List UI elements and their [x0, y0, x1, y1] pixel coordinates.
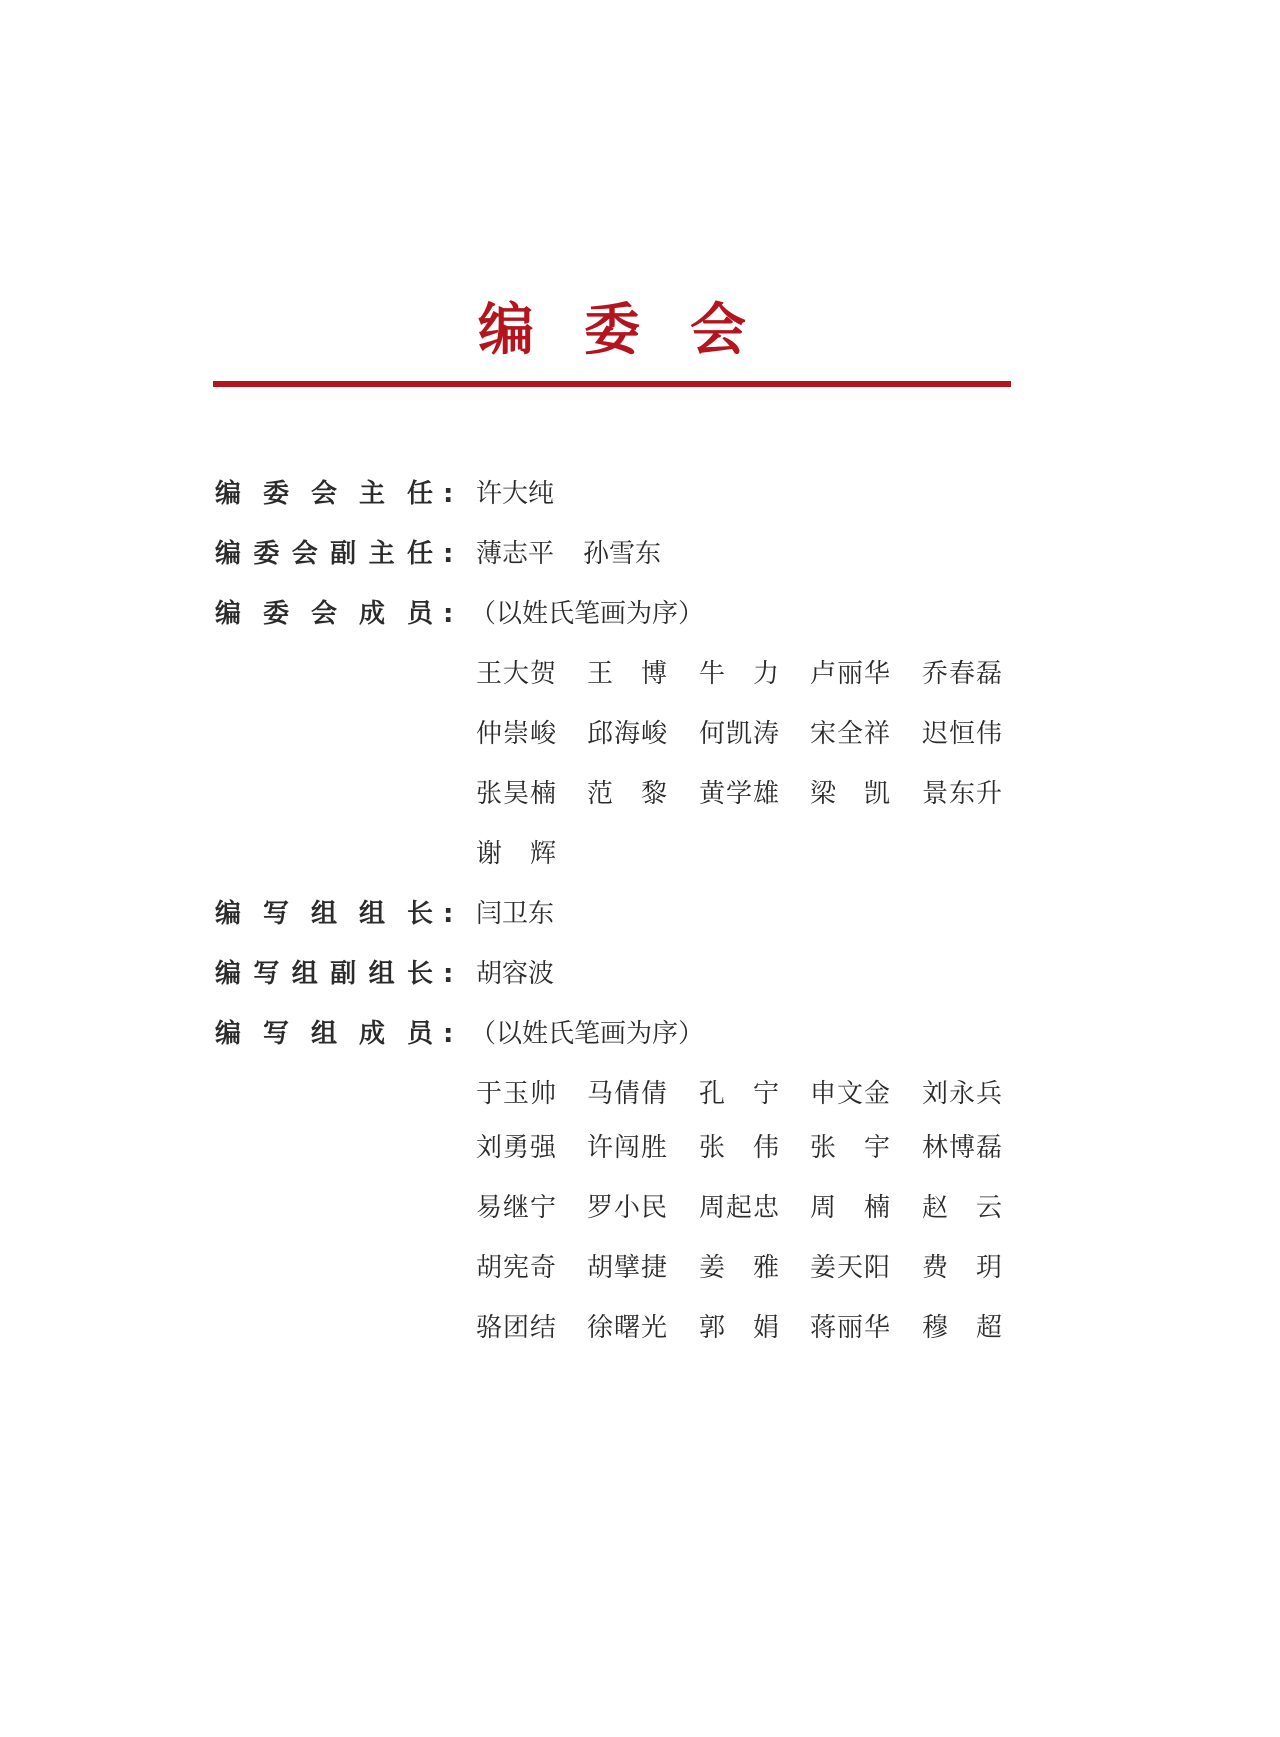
person-name-char: 祥: [863, 719, 890, 749]
person-name-char: 宇: [863, 1133, 890, 1163]
role-colon: :: [443, 599, 454, 629]
person-name: [587, 1131, 667, 1165]
person-name-char: 天: [836, 1253, 863, 1283]
person-name-char: 兵: [975, 1079, 1002, 1109]
role-label: [215, 1017, 433, 1051]
person-name-char: 昊: [502, 779, 529, 809]
person-name-char: 蒋: [810, 1313, 837, 1343]
person-name-char: 团: [502, 1313, 529, 1343]
person-name: [476, 837, 556, 871]
person-name: [810, 1251, 890, 1285]
person-name: [699, 657, 779, 691]
person-name-char: 张: [476, 779, 503, 809]
name-grid-row: [476, 1077, 1006, 1111]
person-name: [587, 657, 667, 691]
person-name-char: 捷: [640, 1253, 667, 1283]
person-name-char: 结: [529, 1313, 556, 1343]
role-label-char: 编: [215, 599, 242, 629]
person-name: [810, 1191, 890, 1225]
person-name-char: 刘: [922, 1079, 949, 1109]
person-name: [922, 717, 1002, 751]
entry-row: [0, 957, 1280, 991]
person-name-char: 海: [613, 719, 640, 749]
person-name-char: 力: [752, 659, 779, 689]
person-name-char: 孔: [699, 1079, 726, 1109]
name-grid-row: [476, 777, 1006, 811]
person-name-char: 全: [836, 719, 863, 749]
person-name: [810, 777, 890, 811]
person-name: [922, 657, 1002, 691]
person-name-char: 凯: [725, 719, 752, 749]
person-name-char: 强: [529, 1133, 556, 1163]
name-grid-row: [476, 837, 1006, 871]
person-name: 薄志平: [476, 539, 555, 569]
person-name-char: 磊: [975, 659, 1002, 689]
person-name-char: 牛: [699, 659, 726, 689]
person-name-char: 费: [922, 1253, 949, 1283]
role-label-char: 写: [262, 899, 289, 929]
role-label: [215, 537, 433, 571]
person-name-char: 倩: [613, 1079, 640, 1109]
role-label-char: 任: [406, 539, 433, 569]
person-name-char: 凯: [863, 779, 890, 809]
person-name: [476, 657, 556, 691]
person-name-char: 骆: [476, 1313, 503, 1343]
role-label-char: 编: [215, 479, 242, 509]
role-label-char: 主: [368, 539, 395, 569]
person-name-char: 何: [699, 719, 726, 749]
person-name: [699, 1311, 779, 1345]
name-grid-row: [476, 1131, 1006, 1165]
person-name-char: 林: [922, 1133, 949, 1163]
person-name-char: 王: [587, 659, 614, 689]
role-label-char: 编: [215, 959, 242, 989]
person-name: [810, 657, 890, 691]
person-name-char: 起: [725, 1193, 752, 1223]
entry-row: [0, 1077, 1280, 1111]
person-name: [810, 1311, 890, 1345]
person-name: [587, 1251, 667, 1285]
role-label-char: 组: [368, 959, 395, 989]
person-name: [922, 1131, 1002, 1165]
person-name-char: 黎: [640, 779, 667, 809]
role-label-char: 任: [406, 479, 433, 509]
role-label-char: 委: [253, 539, 280, 569]
person-name-char: 徐: [587, 1313, 614, 1343]
person-name-char: 宁: [752, 1079, 779, 1109]
person-name: 许大纯: [476, 479, 555, 509]
person-name-char: 楠: [863, 1193, 890, 1223]
person-name-char: 恒: [948, 719, 975, 749]
person-name: [922, 1191, 1002, 1225]
role-label: [215, 957, 433, 991]
role-value: [476, 957, 554, 991]
person-name-char: 仲: [476, 719, 503, 749]
role-label-char: 委: [262, 599, 289, 629]
role-label-char: 会: [310, 479, 337, 509]
person-name-char: 帅: [529, 1079, 556, 1109]
person-name-char: 磊: [975, 1133, 1002, 1163]
person-name-char: 穆: [922, 1313, 949, 1343]
person-name-char: 迟: [922, 719, 949, 749]
person-name: [699, 1191, 779, 1225]
person-name: [922, 1311, 1002, 1345]
name-grid-row: [476, 717, 1006, 751]
person-name: [587, 717, 667, 751]
role-label-char: 长: [406, 959, 433, 989]
person-name-char: 宋: [810, 719, 837, 749]
person-name: [699, 1131, 779, 1165]
role-label-char: 会: [310, 599, 337, 629]
person-name-char: 超: [975, 1313, 1002, 1343]
role-colon: :: [443, 959, 454, 989]
entry-row: [0, 1191, 1280, 1225]
ordering-note: （以姓氏笔画为序）: [470, 1019, 705, 1049]
role-label-char: 成: [358, 599, 385, 629]
person-name-char: 继: [502, 1193, 529, 1223]
role-colon: :: [443, 539, 454, 569]
person-name-char: 勇: [502, 1133, 529, 1163]
person-name: 胡容波: [476, 959, 555, 989]
person-name-char: 云: [975, 1193, 1002, 1223]
person-name-char: 易: [476, 1193, 503, 1223]
role-label-char: 组: [310, 1019, 337, 1049]
person-name-char: 范: [587, 779, 614, 809]
person-name: [476, 1131, 556, 1165]
person-name-char: 小: [613, 1193, 640, 1223]
person-name-char: 贺: [529, 659, 556, 689]
person-name-char: 刘: [476, 1133, 503, 1163]
person-name-char: 梁: [810, 779, 837, 809]
person-name: [587, 1077, 667, 1111]
person-name-char: 丽: [836, 1313, 863, 1343]
person-name-char: 春: [948, 659, 975, 689]
person-name-char: 姜: [699, 1253, 726, 1283]
entry-row: [0, 717, 1280, 751]
person-name: [476, 1077, 556, 1111]
person-name: 闫卫东: [476, 899, 555, 929]
role-label-char: 编: [215, 1019, 242, 1049]
page-title: 编委会: [478, 298, 796, 363]
name-grid-row: [476, 1251, 1006, 1285]
person-name: [476, 777, 556, 811]
entry-row: [0, 537, 1280, 571]
person-name-char: 擘: [613, 1253, 640, 1283]
entry-row: [0, 777, 1280, 811]
person-name-char: 宁: [529, 1193, 556, 1223]
role-label-char: 副: [330, 539, 357, 569]
entry-row: [0, 1017, 1280, 1051]
role-label-char: 写: [262, 1019, 289, 1049]
person-name-char: 文: [836, 1079, 863, 1109]
person-name: [922, 777, 1002, 811]
person-name-char: 黄: [699, 779, 726, 809]
entry-row: [0, 837, 1280, 871]
person-name: [810, 1077, 890, 1111]
role-label-char: 副: [330, 959, 357, 989]
person-name-char: 王: [476, 659, 503, 689]
role-label-char: 组: [358, 899, 385, 929]
person-name-char: 玥: [975, 1253, 1002, 1283]
entry-row: [0, 1131, 1280, 1165]
person-name-char: 乔: [922, 659, 949, 689]
person-name: [587, 1191, 667, 1225]
person-name-char: 玉: [502, 1079, 529, 1109]
person-name-char: 伟: [975, 719, 1002, 749]
person-name-char: 胜: [640, 1133, 667, 1163]
role-label-char: 写: [253, 959, 280, 989]
person-name-char: 光: [640, 1313, 667, 1343]
entry-row: [0, 657, 1280, 691]
person-name-char: 雄: [752, 779, 779, 809]
role-colon: :: [443, 1019, 454, 1049]
person-name: [699, 1077, 779, 1111]
entry-row: [0, 1311, 1280, 1345]
person-name-char: 伟: [752, 1133, 779, 1163]
person-name-char: 东: [948, 779, 975, 809]
person-name-char: 张: [699, 1133, 726, 1163]
role-label-char: 员: [406, 1019, 433, 1049]
role-label-char: 主: [358, 479, 385, 509]
person-name-char: 娟: [752, 1313, 779, 1343]
entry-row: [0, 477, 1280, 511]
role-label-char: 组: [310, 899, 337, 929]
person-name-char: 升: [975, 779, 1002, 809]
person-name-char: 姜: [810, 1253, 837, 1283]
name-grid-row: [476, 1191, 1006, 1225]
person-name-char: 胡: [587, 1253, 614, 1283]
role-label: [215, 477, 433, 511]
person-name-char: 华: [863, 659, 890, 689]
entry-row: [0, 897, 1280, 931]
person-name: [810, 717, 890, 751]
role-label-char: 编: [215, 899, 242, 929]
person-name-char: 雅: [752, 1253, 779, 1283]
person-name: [699, 1251, 779, 1285]
person-name-char: 丽: [836, 659, 863, 689]
person-name: [476, 1191, 556, 1225]
person-name-char: 楠: [529, 779, 556, 809]
entry-row: [0, 597, 1280, 631]
person-name: [587, 777, 667, 811]
person-name-char: 阳: [863, 1253, 890, 1283]
person-name-char: 曙: [613, 1313, 640, 1343]
person-name-char: 涛: [752, 719, 779, 749]
person-name-char: 郭: [699, 1313, 726, 1343]
person-name-char: 邱: [587, 719, 614, 749]
person-name-char: 大: [502, 659, 529, 689]
person-name-char: 张: [810, 1133, 837, 1163]
person-name: [922, 1251, 1002, 1285]
role-label-char: 员: [406, 599, 433, 629]
person-name-char: 宪: [502, 1253, 529, 1283]
role-value: [476, 477, 554, 511]
person-name-char: 辉: [529, 839, 556, 869]
person-name-char: 于: [476, 1079, 503, 1109]
role-label-char: 编: [215, 539, 242, 569]
person-name-char: 民: [640, 1193, 667, 1223]
person-name-char: 周: [699, 1193, 726, 1223]
person-name-char: 博: [640, 659, 667, 689]
person-name-char: 奇: [529, 1253, 556, 1283]
person-name-char: 胡: [476, 1253, 503, 1283]
person-name: [699, 717, 779, 751]
person-name-char: 谢: [476, 839, 503, 869]
role-value: [476, 537, 661, 571]
person-name: [699, 777, 779, 811]
title-divider: [213, 381, 1011, 387]
person-name: [922, 1077, 1002, 1111]
person-name-char: 学: [725, 779, 752, 809]
person-name: [476, 1311, 556, 1345]
role-label-char: 组: [291, 959, 318, 989]
role-label-char: 会: [291, 539, 318, 569]
person-name-char: 许: [587, 1133, 614, 1163]
person-name: 孙雪东: [583, 539, 662, 569]
role-label: [215, 597, 433, 631]
person-name-char: 闯: [613, 1133, 640, 1163]
entry-row: [0, 1251, 1280, 1285]
person-name-char: 永: [948, 1079, 975, 1109]
role-label-char: 成: [358, 1019, 385, 1049]
role-label: [215, 897, 433, 931]
person-name-char: 卢: [810, 659, 837, 689]
person-name-char: 峻: [529, 719, 556, 749]
name-grid-row: [476, 1311, 1006, 1345]
person-name-char: 周: [810, 1193, 837, 1223]
role-colon: :: [443, 479, 454, 509]
person-name-char: 罗: [587, 1193, 614, 1223]
role-label-char: 委: [262, 479, 289, 509]
role-value: [476, 897, 554, 931]
ordering-note: （以姓氏笔画为序）: [470, 599, 705, 629]
person-name: [810, 1131, 890, 1165]
person-name: [476, 1251, 556, 1285]
person-name-char: 倩: [640, 1079, 667, 1109]
person-name-char: 忠: [752, 1193, 779, 1223]
role-label-char: 长: [406, 899, 433, 929]
role-colon: :: [443, 899, 454, 929]
person-name-char: 申: [810, 1079, 837, 1109]
person-name: [587, 1311, 667, 1345]
person-name-char: 赵: [922, 1193, 949, 1223]
person-name-char: 峻: [640, 719, 667, 749]
person-name-char: 崇: [502, 719, 529, 749]
person-name-char: 博: [948, 1133, 975, 1163]
person-name-char: 华: [863, 1313, 890, 1343]
person-name: [476, 717, 556, 751]
person-name-char: 景: [922, 779, 949, 809]
person-name-char: 金: [863, 1079, 890, 1109]
name-grid-row: [476, 657, 1006, 691]
person-name-char: 马: [587, 1079, 614, 1109]
